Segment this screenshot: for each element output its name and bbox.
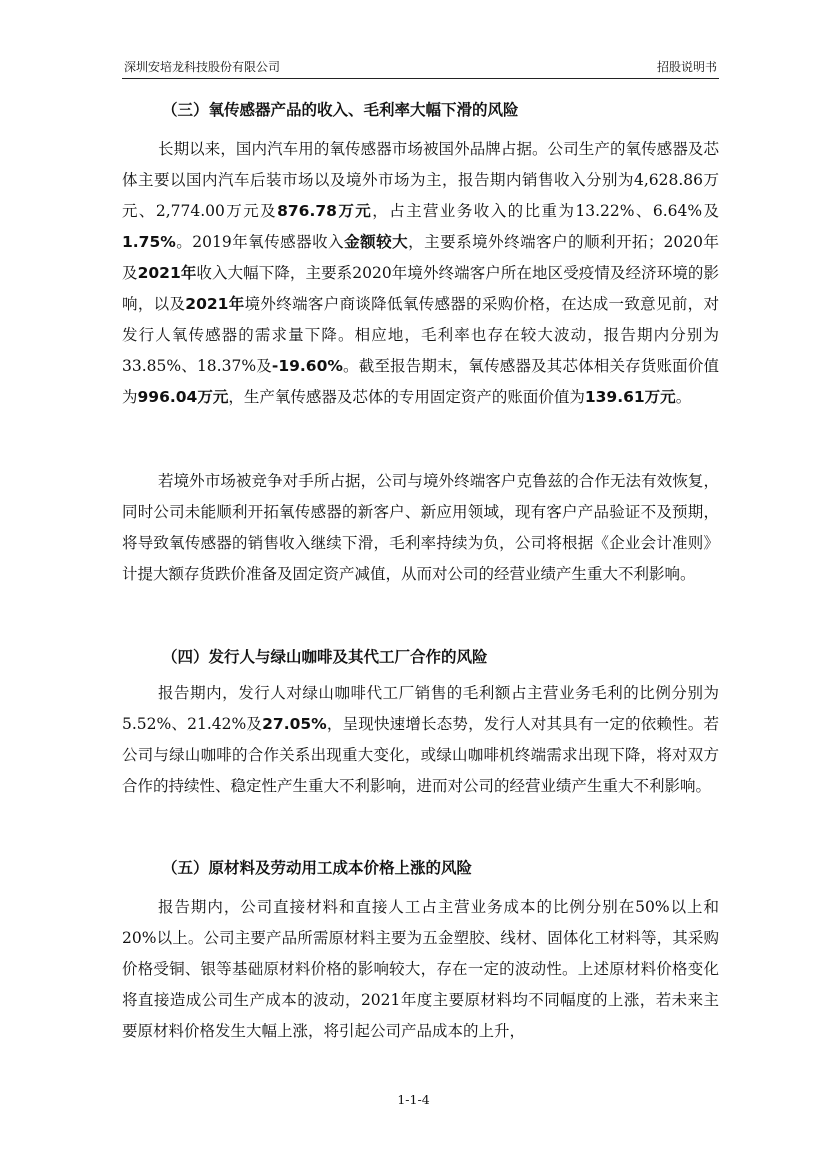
- text-run: 。: [675, 388, 692, 406]
- emphasis-run: 2021年: [185, 295, 245, 313]
- text-run: 。2019年氧传感器收入: [175, 233, 345, 251]
- header-divider: [122, 78, 719, 79]
- section-heading-3: （三）氧传感器产品的收入、毛利率大幅下滑的风险: [162, 101, 519, 119]
- header-document-type: 招股说明书: [656, 60, 717, 74]
- text-run: ，占主营业务收入的比重为13.22%、6.64%及: [372, 202, 719, 220]
- paragraph-raw-material-cost-risk: 报告期内，公司直接材料和直接人工占主营业务成本的比例分别在50%以上和20%以上。公司主要产品所需原材料主要为五金塑胶、线材、固体化工材料等，其采购价格受铜、银等基础原材料价格的影响较大，存在一定的波动性。上述原材料价格变化将直接造成公司生产成本的波动，2021年度主要原材料均不同幅度的上涨，若未来主要原材料价格发生大幅上涨，将引起公司产品成本的上升，: [122, 898, 719, 1040]
- section-heading-4: （四）发行人与绿山咖啡及其代工厂合作的风险: [162, 648, 488, 666]
- text-run: 。截至报告期末，氧传感器及其芯体相关存货账面价值为: [122, 357, 719, 406]
- text-run: 长期以来，国内汽车用的氧传感器市场被国外品牌占据。公司生产的氧传感器及芯体主要以国内汽车后装市场以及境外市场为主，报告期内销售收入分别为4,628.86万元、2,774.00万元及: [122, 140, 719, 220]
- page-number: 1-1-4: [397, 1092, 430, 1107]
- emphasis-run: 139.61万元: [584, 388, 676, 406]
- page-header: [122, 57, 719, 77]
- emphasis-run: 金额较大: [344, 233, 409, 251]
- emphasis-run: -19.60%: [271, 357, 343, 375]
- paragraph-green-mountain-coffee-risk: [122, 678, 719, 802]
- emphasis-run: 2021年: [137, 264, 197, 282]
- text-run: 境外终端客户商谈降低氧传感器的采购价格，在达成一致意见前，对发行人氧传感器的需求量下降。相应地，毛利率也存在较大波动，报告期内分别为33.85%、18.37%及: [122, 295, 719, 375]
- emphasis-run: 1.75%: [122, 233, 176, 251]
- emphasis-run: 876.78万元: [277, 202, 373, 220]
- text-run: 收入大幅下降，主要系2020年境外终端客户所在地区受疫情及经济环境的影响，以及: [122, 264, 719, 313]
- emphasis-run: 996.04万元: [137, 388, 229, 406]
- text-run: ，主要系境外终端客户的顺利开拓；2020年及: [122, 233, 719, 282]
- paragraph-oxygen-sensor-risk: [122, 134, 719, 413]
- section-heading-5: （五）原材料及劳动用工成本价格上涨的风险: [162, 859, 473, 877]
- header-company-name: 深圳安培龙科技股份有限公司: [124, 60, 281, 74]
- emphasis-run: 27.05%: [262, 715, 327, 733]
- text-run: 报告期内，发行人对绿山咖啡代工厂销售的毛利额占主营业务毛利的比例分别为5.52%、21.42%及: [122, 684, 719, 733]
- text-run: ，生产氧传感器及芯体的专用固定资产的账面价值为: [228, 388, 585, 406]
- paragraph-overseas-market-risk: 若境外市场被竞争对手所占据，公司与境外终端客户克鲁兹的合作无法有效恢复，同时公司未能顺利开拓氧传感器的新客户、新应用领域，现有客户产品验证不及预期，将导致氧传感器的销售收入继续下滑，毛利率持续为负，公司将根据《企业会计准则》计提大额存货跌价准备及固定资产减值，从而对公司的经营业绩产生重大不利影响。: [122, 472, 719, 583]
- text-run: ，呈现快速增长态势，发行人对其具有一定的依赖性。若公司与绿山咖啡的合作关系出现重大变化，或绿山咖啡机终端需求出现下降，将对双方合作的持续性、稳定性产生重大不利影响，进而对公司的经营业绩产生重大不利影响。: [122, 715, 719, 795]
